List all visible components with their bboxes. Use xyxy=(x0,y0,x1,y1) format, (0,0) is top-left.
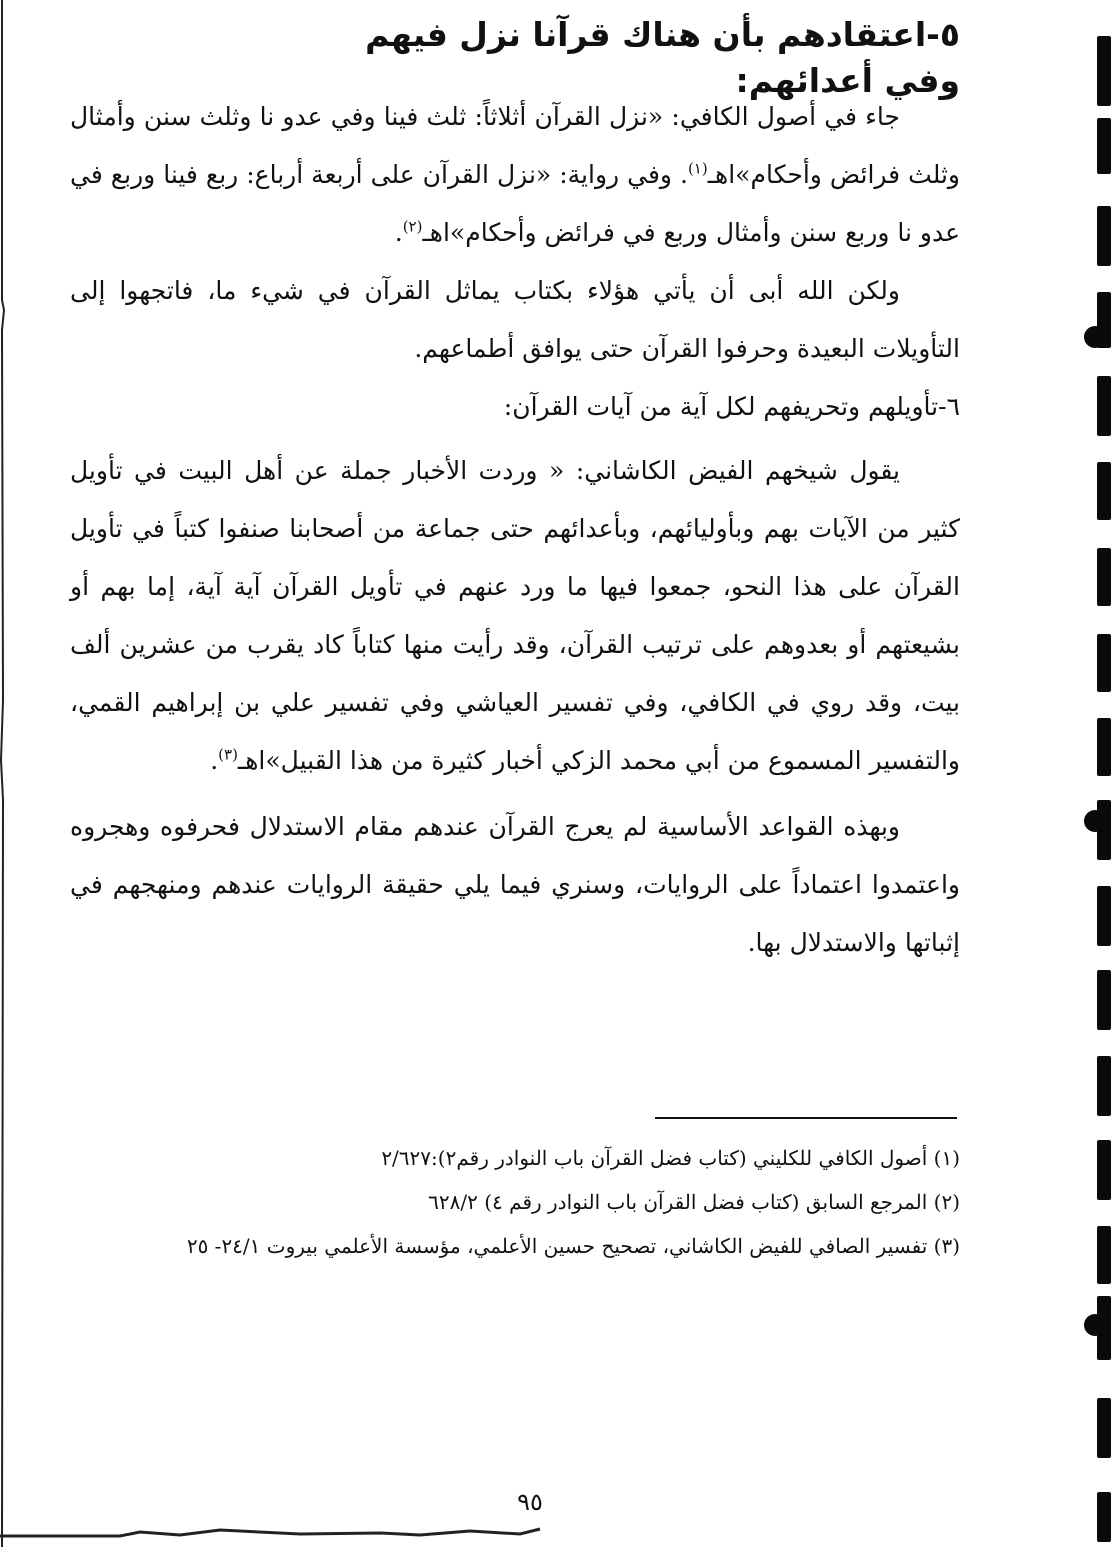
binding-mark xyxy=(1097,118,1111,174)
binding-mark xyxy=(1097,548,1111,606)
binding-mark xyxy=(1097,886,1111,946)
binding-marks xyxy=(1084,0,1114,1547)
main-text xyxy=(70,88,960,972)
footnote-ref-2[interactable]: (٢) xyxy=(402,217,423,236)
binding-mark xyxy=(1097,376,1111,436)
footnote-2: (٢) المرجع السابق (كتاب فضل القرآن باب النوادر رقم ٤) ٦٢٨/٢ xyxy=(428,1190,960,1214)
paragraph-4: وبهذه القواعد الأساسية لم يعرج القرآن عندهم مقام الاستدلال فحرفوه وهجروه واعتمدوا اعتماداً على الروايات، وسنري فيما يلي حقيقة الروايات عندهم ومنهجهم في إثباتها والاستدلال بها. xyxy=(70,812,960,957)
binding-mark xyxy=(1097,718,1111,776)
binding-dot xyxy=(1084,810,1106,832)
binding-mark xyxy=(1097,1492,1111,1542)
paragraph-3-end: . xyxy=(210,746,219,775)
footnote-1: (١) أصول الكافي للكليني (كتاب فضل القرآن باب النوادر رقم٢):٢/٦٢٧ xyxy=(381,1146,960,1170)
subsection-heading: ٦-تأويلهم وتحريفهم لكل آية من آيات القرآن: xyxy=(503,392,960,421)
footnote-3: (٣) تفسير الصافي للفيض الكاشاني، تصحيح حسين الأعلمي، مؤسسة الأعلمي بيروت ٢٤/١- ٢٥ xyxy=(186,1234,960,1258)
paragraph-2: ولكن الله أبى أن يأتي هؤلاء بكتاب يماثل القرآن في شيء ما، فاتجهوا إلى التأويلات البعيدة وحرفوا القرآن حتى يوافق أطماعهم. xyxy=(70,276,960,363)
binding-mark xyxy=(1097,1398,1111,1458)
paragraph-1-text-b: . وفي رواية: «نزل القرآن على أربعة أرباع: ربع فينا وربع في عدو نا وربع سنن وأمثال وربع في فرائض وأحكام»اهـ xyxy=(70,160,960,247)
paragraph-1 xyxy=(70,88,960,262)
section-heading: ٥-اعتقادهم بأن هناك قرآنا نزل فيهم وفي أعدائهم: xyxy=(365,15,960,100)
scan-left-edge xyxy=(0,0,8,1547)
paragraph-3-text: يقول شيخهم الفيض الكاشاني: « وردت الأخبار جملة عن أهل البيت في تأويل كثير من الآيات بهم وبأوليائهم، وبأعدائهم حتى جماعة من أصحابنا صنفوا كتباً في تأويل القرآن على هذا النحو، جمعوا فيها ما ورد عنهم في تأويل القرآن آية آية، إما بهم أو بشيعتهم أو بعدوهم على ترتيب القرآن، وقد رأيت منها كتاباً كاد يقرب من عشرين ألف بيت، وقد روي في الكافي، وفي تفسير العياشي وفي تفسير علي بن إبراهيم القمي، والتفسير المسموع من أبي محمد الزكي أخبار كثيرة من هذا القبيل»اهـ xyxy=(70,456,960,775)
binding-mark xyxy=(1097,1296,1111,1360)
binding-dot xyxy=(1084,326,1106,348)
binding-mark xyxy=(1097,634,1111,692)
binding-mark xyxy=(1097,1140,1111,1200)
paragraph-3 xyxy=(70,442,960,790)
paragraph-1-text-c: . xyxy=(394,218,403,247)
bottom-scan-artifact xyxy=(0,1525,560,1539)
footnote-divider xyxy=(655,1117,957,1119)
binding-mark xyxy=(1097,36,1111,106)
footnotes xyxy=(70,1136,960,1268)
page-number: ٩٥ xyxy=(517,1488,543,1516)
footnote-ref-3[interactable]: (٣) xyxy=(218,745,238,764)
binding-mark xyxy=(1097,1056,1111,1116)
footnote-ref-1[interactable]: (١) xyxy=(687,159,708,178)
paragraph-1-text-a: جاء في أصول الكافي: «نزل القرآن أثلاثاً: ثلث فينا وفي عدو نا وثلث سنن وأمثال وثلث فرائض وأحكام»اهـ xyxy=(70,102,960,189)
binding-mark xyxy=(1097,1226,1111,1284)
binding-mark xyxy=(1097,970,1111,1030)
binding-mark xyxy=(1097,462,1111,520)
binding-mark xyxy=(1097,206,1111,266)
